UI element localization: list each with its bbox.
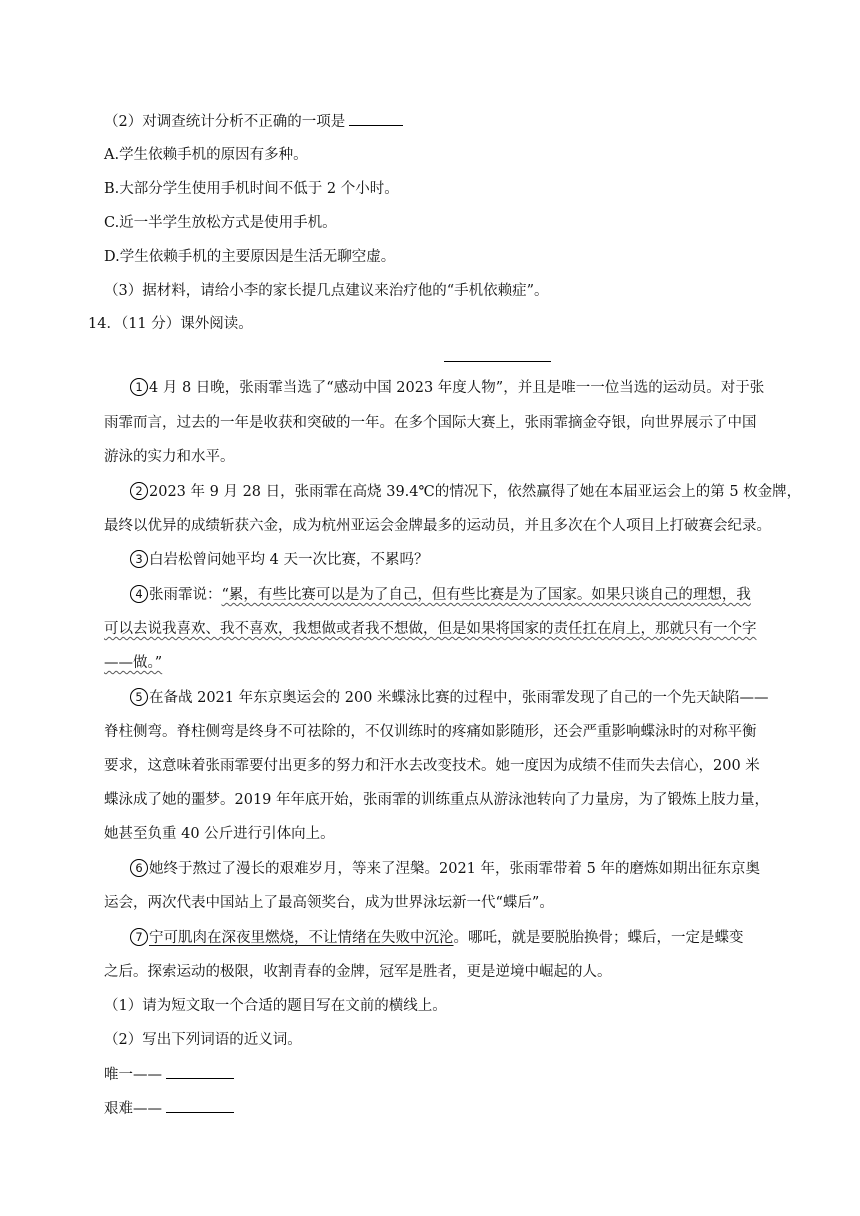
synonym-answer-blank-2[interactable] — [166, 1098, 234, 1113]
p4-quote-wavy: “累，有些比赛可以是为了自己，但有些比赛是为了国家。如果只谈自己的理想，我 — [221, 587, 751, 603]
circled-number-2: 2 — [130, 482, 148, 500]
p4-speaker: 张雨霏说： — [149, 587, 222, 603]
q13-option-a: A.学生依赖手机的原因有多种。 — [104, 147, 308, 163]
circled-number-7: 7 — [130, 928, 148, 946]
q13-option-d: D.学生依赖手机的主要原因是生活无聊空虚。 — [104, 249, 396, 265]
paragraph-7-line-1 — [130, 928, 744, 948]
circled-number-3: 3 — [130, 550, 148, 568]
paragraph-5-line-3: 要求，这意味着张雨霏要付出更多的努力和汗水去改变技术。她一度因为成绩不佳而失去信心，200 米 — [104, 758, 760, 774]
q13-sub2-text: （2）对调查统计分析不正确的一项是 — [104, 114, 346, 130]
passage-title-blank[interactable] — [444, 361, 551, 362]
p5-text: 在备战 2021 年东京奥运会的 200 米蝶泳比赛的过程中，张雨霏发现了自己的一个先天缺陷—— — [149, 690, 769, 706]
p1-text: 4 月 8 日晚，张雨霏当选了“感动中国 2023 年度人物”，并且是唯一一位当选的运动员。对于张 — [149, 380, 765, 396]
synonym-word-2: 艰难—— — [104, 1101, 162, 1117]
p3-text: 白岩松曾问她平均 4 天一次比赛，不累吗？ — [149, 552, 429, 568]
p6-text: 她终于熬过了漫长的艰难岁月，等来了涅槃。2021 年，张雨霏带着 5 年的磨炼如期出征东京奥 — [149, 861, 760, 877]
paragraph-4-line-3: ——做。” — [104, 655, 163, 671]
p7-underlined-sentence: 宁可肌肉在深夜里燃烧，不让情绪在失败中沉沦 — [149, 930, 454, 946]
circled-number-4: 4 — [130, 585, 148, 603]
paragraph-5-line-1 — [130, 688, 769, 708]
paragraph-7-line-2: 之后。探索运动的极限，收割青春的金牌，冠军是胜者，更是逆境中崛起的人。 — [104, 964, 612, 980]
q13-option-c: C.近一半学生放松方式是使用手机。 — [104, 215, 337, 231]
paragraph-6-line-1 — [130, 859, 760, 879]
answer-blank[interactable] — [349, 111, 403, 126]
q13-option-b: B.大部分学生使用手机时间不低于 2 个小时。 — [104, 181, 399, 197]
p2-text: 2023 年 9 月 28 日，张雨霏在高烧 39.4℃的情况下，依然赢得了她在本届亚运会上的第 5 枚金牌， — [149, 484, 802, 500]
paragraph-2-line-2: 最终以优异的成绩斩获六金，成为杭州亚运会金牌最多的运动员，并且多次在个人项目上打破赛会纪录。 — [104, 518, 771, 534]
paragraph-4-line-1 — [130, 585, 751, 605]
paragraph-1-line-3: 游泳的实力和水平。 — [104, 449, 235, 465]
q13-sub2 — [104, 111, 403, 132]
paragraph-5-line-2: 脊柱侧弯。脊柱侧弯是终身不可祛除的，不仅训练时的疼痛如影随形，还会严重影响蝶泳时的对称平衡 — [104, 724, 757, 740]
synonym-answer-blank-1[interactable] — [166, 1064, 234, 1079]
circled-number-1: 1 — [130, 378, 148, 396]
paragraph-5-line-4: 蝶泳成了她的噩梦。2019 年年底开始，张雨霏的训练重点从游泳池转向了力量房，为了锻炼上肢力量， — [104, 792, 770, 808]
synonym-row-1 — [104, 1064, 234, 1085]
q14-sub1: （1）请为短文取一个合适的题目写在文前的横线上。 — [104, 998, 447, 1014]
paragraph-1-line-1 — [130, 378, 764, 398]
circled-number-5: 5 — [130, 688, 148, 706]
circled-number-6: 6 — [130, 859, 148, 877]
q14-header: 14．（11 分）课外阅读。 — [88, 316, 253, 332]
paragraph-3-line-1 — [130, 550, 428, 570]
q13-sub3: （3）据材料，请给小李的家长提几点建议来治疗他的“手机依赖症”。 — [104, 283, 549, 299]
synonym-word-1: 唯一—— — [104, 1067, 162, 1083]
paragraph-6-line-2: 运会，两次代表中国站上了最高领奖台，成为世界泳坛新一代“蝶后”。 — [104, 895, 554, 911]
p7-text: 。哪吒，就是要脱胎换骨；蝶后，一定是蝶变 — [453, 930, 744, 946]
paragraph-5-line-5: 她甚至负重 40 公斤进行引体向上。 — [104, 826, 335, 842]
synonym-row-2 — [104, 1098, 234, 1119]
paragraph-1-line-2: 雨霏而言，过去的一年是收获和突破的一年。在多个国际大赛上，张雨霏摘金夺银，向世界展示了中国 — [104, 415, 757, 431]
paragraph-4-line-2: 可以去说我喜欢、我不喜欢，我想做或者我不想做，但是如果将国家的责任扛在肩上，那就只有一个字 — [104, 621, 757, 637]
paragraph-2-line-1 — [130, 482, 801, 502]
q14-sub2: （2）写出下列词语的近义词。 — [104, 1032, 302, 1048]
